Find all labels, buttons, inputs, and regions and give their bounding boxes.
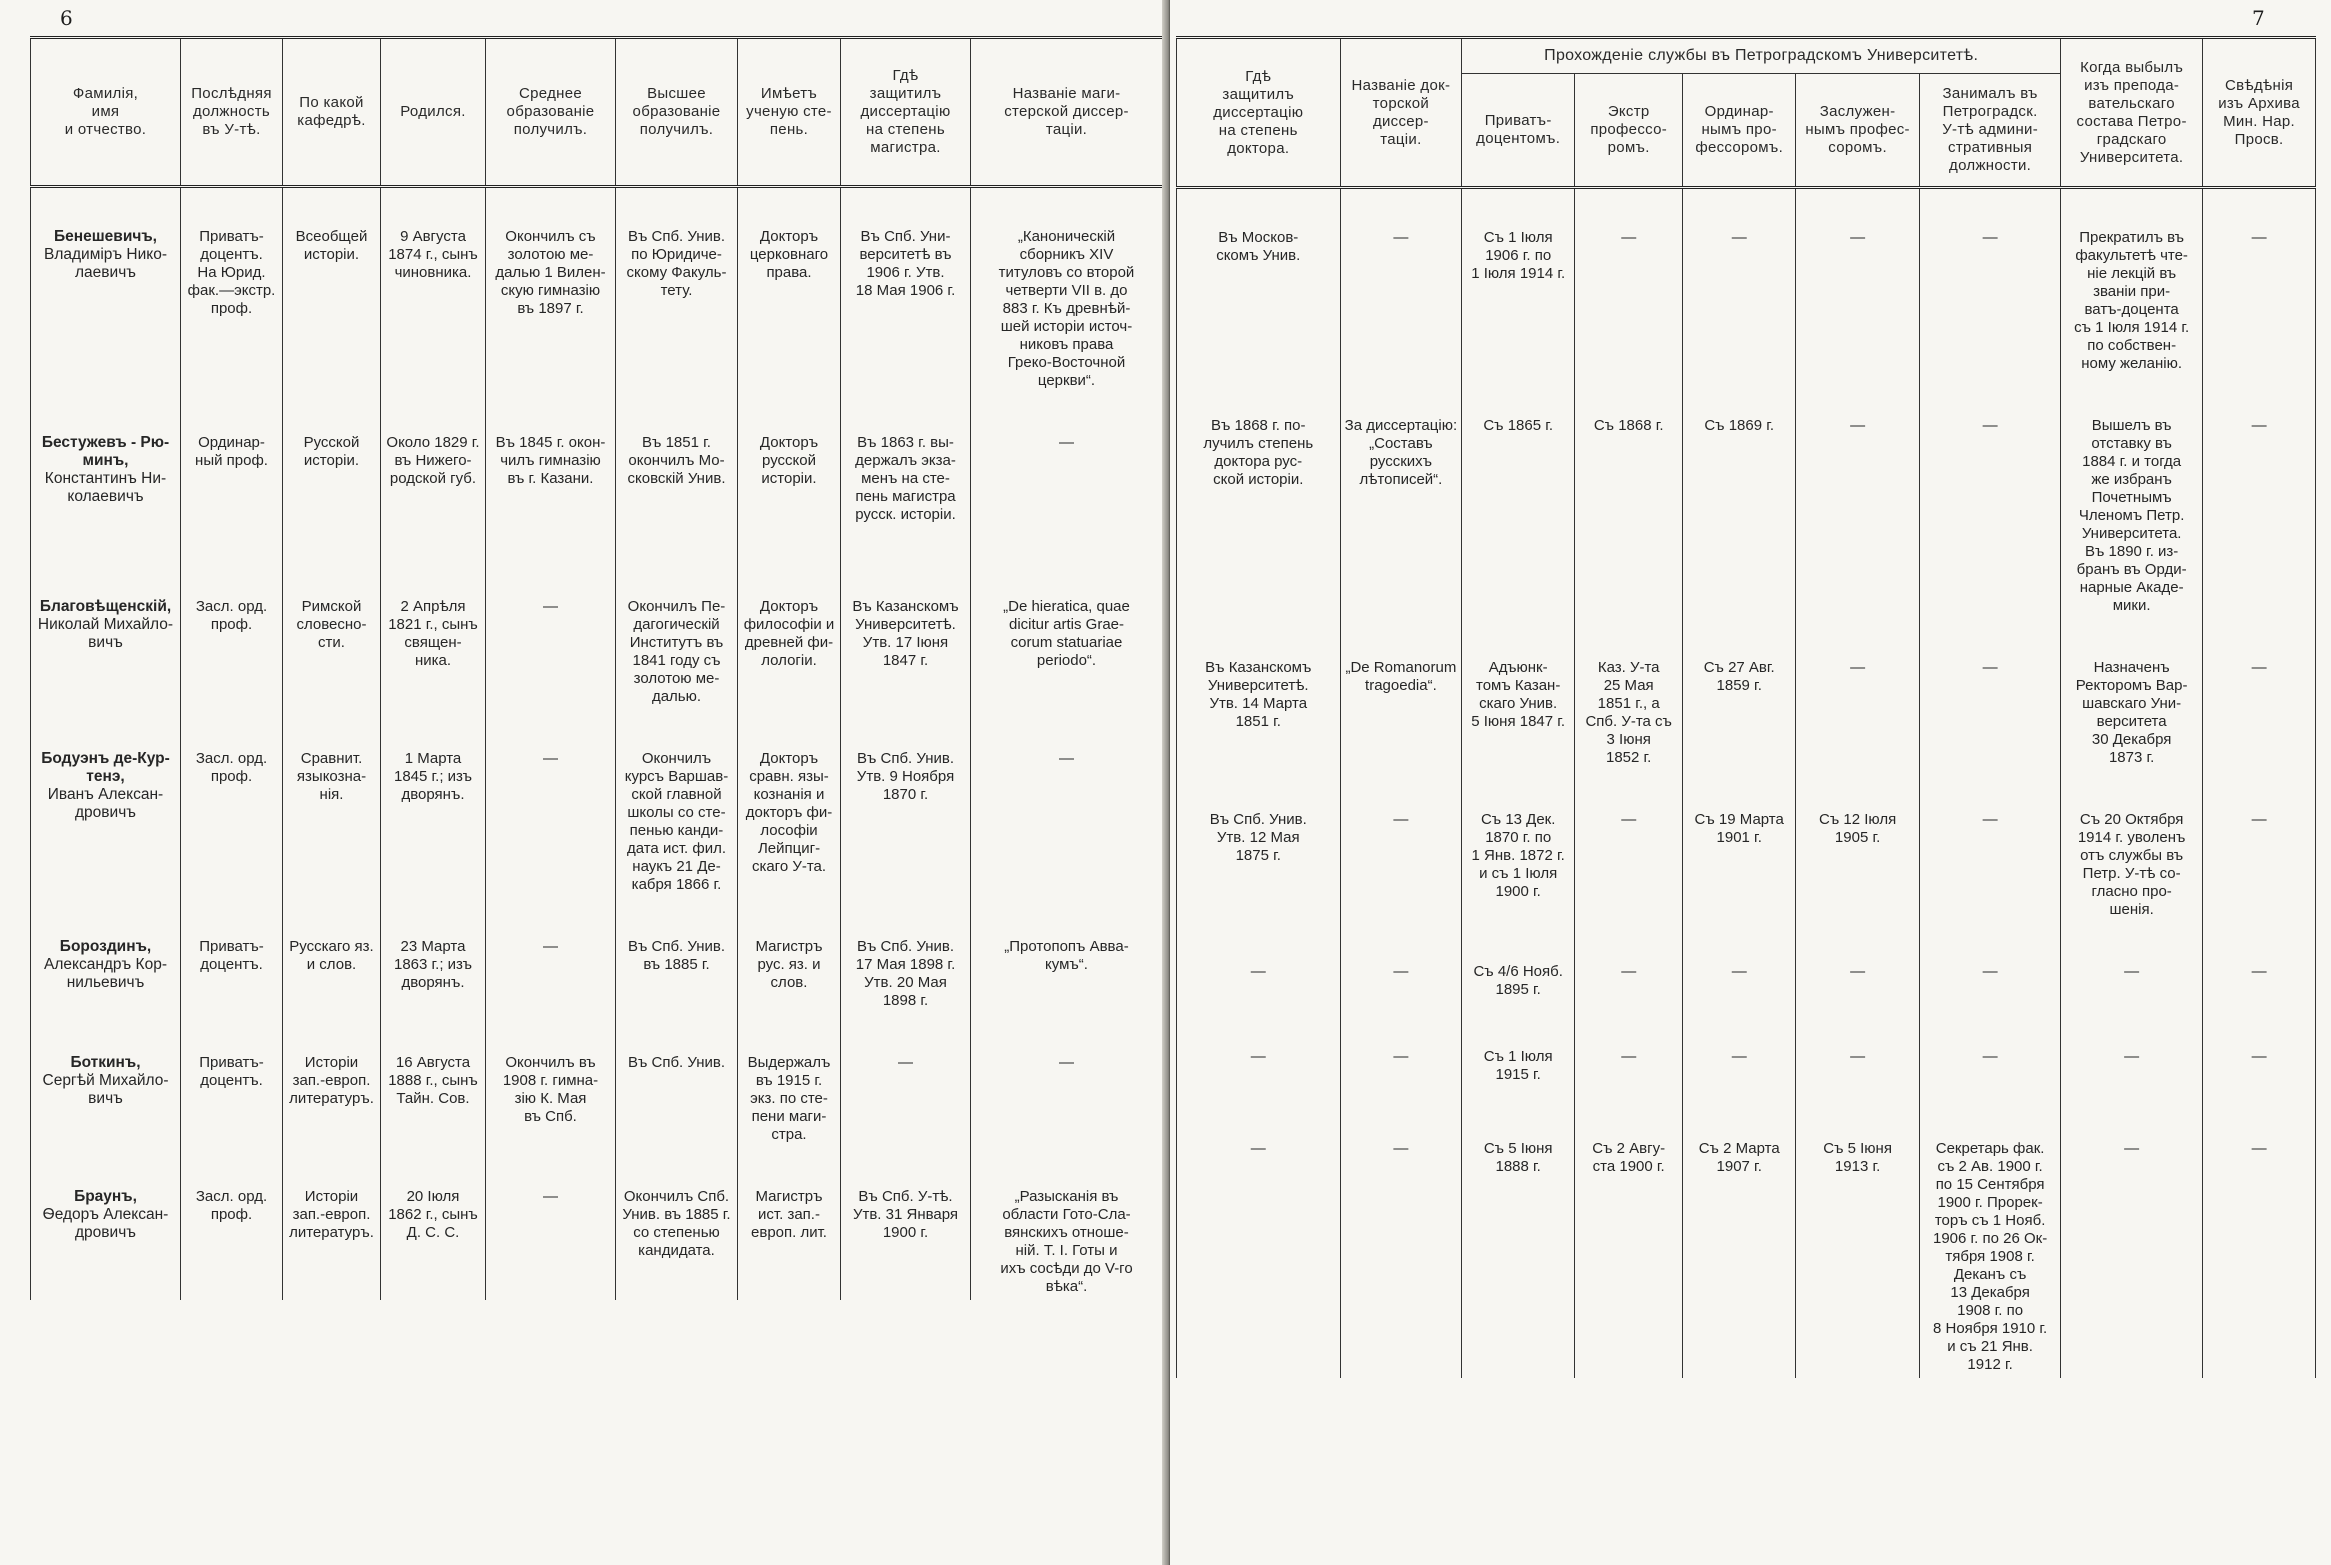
cell-degree: Магистръ ист. зап.- европ. лит. (738, 1148, 841, 1300)
person-given-names: Ѳедоръ Алексан- дровичъ (42, 1206, 169, 1241)
cell-master-title: — (971, 710, 1163, 898)
cell-secondary: Окончилъ въ 1908 г. гимна- зію К. Мая въ Спб. (486, 1014, 616, 1148)
cell-higher: Окончилъ курсъ Варшав- ской главной школы со сте- пенью канди- дата ист. фил. наукъ 21 Де- кабря 1866 г. (616, 710, 738, 898)
cell-privatdozent: Съ 13 Дек. 1870 г. по 1 Янв. 1872 г. и съ 1 Іюля 1900 г. (1462, 771, 1575, 923)
cell-master-where: Въ 1863 г. вы- держалъ экза- менъ на сте- пень магистра русск. исторіи. (841, 394, 971, 558)
cell-born: Около 1829 г. въ Нижего- родской губ. (381, 394, 486, 558)
person-name-cell (31, 1148, 181, 1300)
cell-degree: Магистръ рус. яз. и слов. (738, 898, 841, 1014)
register-table-left (30, 36, 1163, 1300)
header-doctor-title: Названіе док- торской диссер- таціи. (1340, 38, 1462, 188)
header-position: Послѣдняя должность въ У-тѣ. (181, 38, 283, 187)
cell-master-title: „De hieratica, quae dicitur artis Grae- corum statuariae periodo“. (971, 558, 1163, 710)
cell-position: Засл. орд. проф. (181, 558, 283, 710)
cell-chair: Римской словесно- сти. (283, 558, 381, 710)
cell-left-when: Прекратилъ въ факультетѣ чте- ніе лекцій въ званіи при- ватъ-доцента съ 1 Іюля 1914 г. по собствен- ному желанію. (2061, 188, 2203, 378)
cell-born: 9 Августа 1874 г., сынъ чиновника. (381, 187, 486, 395)
cell-degree: Докторъ русской исторіи. (738, 394, 841, 558)
table-row (1177, 1008, 2316, 1100)
left-table-body (31, 187, 1163, 1301)
cell-archive: — (2203, 1100, 2316, 1378)
cell-left-when: — (2061, 923, 2203, 1008)
person-given-names: Владиміръ Нико- лаевичъ (43, 246, 167, 281)
cell-higher: Окончилъ Пе- дагогическій Институтъ въ 1841 году съ золотою ме- далью. (616, 558, 738, 710)
cell-master-where: Въ Спб. Унив. Утв. 9 Ноября 1870 г. (841, 710, 971, 898)
table-row (31, 898, 1163, 1014)
cell-master-where: Въ Спб. Унив. 17 Мая 1898 г. Утв. 20 Мая 1898 г. (841, 898, 971, 1014)
header-service-group: Прохожденіе службы въ Петроградскомъ Университетѣ. (1462, 38, 2061, 74)
cell-merited-prof: — (1796, 377, 1920, 619)
cell-doctor-title: — (1340, 771, 1462, 923)
header-merited-professor: Заслужен- нымъ профес- соромъ. (1796, 74, 1920, 188)
cell-born: 16 Августа 1888 г., сынъ Тайн. Сов. (381, 1014, 486, 1148)
cell-master-title: — (971, 1014, 1163, 1148)
header-admin-positions: Занималъ въ Петроградск. У-тѣ админи- стративныя должности. (1920, 74, 2061, 188)
cell-extra-prof: Каз. У-та 25 Мая 1851 г., а Спб. У-та съ 3 Іюня 1852 г. (1575, 619, 1683, 771)
cell-degree: Докторъ философіи и древней фи- лологіи. (738, 558, 841, 710)
cell-ord-prof: Съ 27 Авг. 1859 г. (1683, 619, 1796, 771)
cell-archive: — (2203, 1008, 2316, 1100)
person-name-cell (31, 710, 181, 898)
cell-doctor-where: Въ Москов- скомъ Унив. (1177, 188, 1341, 378)
cell-higher: Въ Спб. Унив. по Юридиче- скому Факуль- тету. (616, 187, 738, 395)
cell-position: Засл. орд. проф. (181, 710, 283, 898)
person-name-cell (31, 1014, 181, 1148)
cell-master-where: Въ Спб. У-тѣ. Утв. 31 Января 1900 г. (841, 1148, 971, 1300)
cell-archive: — (2203, 188, 2316, 378)
cell-admin: — (1920, 771, 2061, 923)
cell-ord-prof: Съ 19 Марта 1901 г. (1683, 771, 1796, 923)
table-row (31, 710, 1163, 898)
cell-secondary: Въ 1845 г. окон- чилъ гимназію въ г. Казани. (486, 394, 616, 558)
cell-doctor-where: Въ Казанскомъ Университетѣ. Утв. 14 Марта 1851 г. (1177, 619, 1341, 771)
cell-master-title: „Разысканія въ области Гото-Сла- вянскихъ отноше- ній. Т. І. Готы и ихъ сосѣди до V-го вѣка“. (971, 1148, 1163, 1300)
header-ordinary-professor: Ординар- нымъ про- фессоромъ. (1683, 74, 1796, 188)
cell-degree: Докторъ сравн. язы- кознанія и докторъ фи- лософіи Лейпциг- скаго У-та. (738, 710, 841, 898)
cell-higher: Окончилъ Спб. Унив. въ 1885 г. со степенью кандидата. (616, 1148, 738, 1300)
cell-extra-prof: — (1575, 188, 1683, 378)
cell-master-where: Въ Спб. Уни- верситетѣ въ 1906 г. Утв. 18 Мая 1906 г. (841, 187, 971, 395)
person-given-names: Иванъ Алексан- дровичъ (47, 786, 164, 821)
person-given-names: Константинъ Ни- колаевичъ (44, 470, 167, 505)
header-master-where: Гдѣ защитилъ диссертацію на степень магистра. (841, 38, 971, 187)
cell-left-when: Назначенъ Ректоромъ Вар- шавскаго Уни- верситета 30 Декабря 1873 г. (2061, 619, 2203, 771)
cell-doctor-title: „De Romanorum tragoedia“. (1340, 619, 1462, 771)
table-row (1177, 377, 2316, 619)
cell-degree: Выдержалъ въ 1915 г. экз. по сте- пени маги- стра. (738, 1014, 841, 1148)
cell-master-title: — (971, 394, 1163, 558)
cell-archive: — (2203, 923, 2316, 1008)
cell-position: Засл. орд. проф. (181, 1148, 283, 1300)
cell-merited-prof: — (1796, 188, 1920, 378)
header-extra-professor: Экстр профессо- ромъ. (1575, 74, 1683, 188)
table-row (1177, 771, 2316, 923)
person-name-cell (31, 394, 181, 558)
table-row (1177, 923, 2316, 1008)
right-table-body (1177, 188, 2316, 1379)
header-secondary-education: Среднее образованіе получилъ. (486, 38, 616, 187)
cell-merited-prof: Съ 5 Іюня 1913 г. (1796, 1100, 1920, 1378)
cell-master-where: — (841, 1014, 971, 1148)
table-row (31, 1014, 1163, 1148)
cell-chair: Всеобщей исторіи. (283, 187, 381, 395)
cell-privatdozent: Съ 1 Іюля 1915 г. (1462, 1008, 1575, 1100)
page-number-right: 7 (2252, 6, 2265, 30)
cell-doctor-where: — (1177, 1008, 1341, 1100)
page-number-left: 6 (60, 6, 73, 30)
cell-admin: Секретарь фак. съ 2 Ав. 1900 г. по 15 Сентября 1900 г. Прорек- торъ съ 1 Нояб. 1906 г. по 26 Ок- тября 1908 г. Деканъ съ 13 Декабря 1908 г. по 8 Ноября 1910 г. и съ 21 Янв. 1912 г. (1920, 1100, 2061, 1378)
cell-secondary: — (486, 1148, 616, 1300)
header-higher-education: Высшее образованіе получилъ. (616, 38, 738, 187)
cell-archive: — (2203, 771, 2316, 923)
header-doctor-where: Гдѣ защитилъ диссертацію на степень доктора. (1177, 38, 1341, 188)
header-born: Родился. (381, 38, 486, 187)
cell-born: 2 Апрѣля 1821 г., сынъ священ- ника. (381, 558, 486, 710)
cell-doctor-title: — (1340, 1008, 1462, 1100)
person-name-cell (31, 898, 181, 1014)
header-name: Фамилія, имя и отчество. (31, 38, 181, 187)
cell-position: Приватъ- доцентъ. На Юрид. фак.—экстр. проф. (181, 187, 283, 395)
header-privatdozent: Приватъ- доцентомъ. (1462, 74, 1575, 188)
person-given-names: Сергѣй Михайло- вичъ (42, 1072, 169, 1107)
table-row (31, 394, 1163, 558)
person-surname: Бенешевичъ, (54, 228, 157, 245)
cell-born: 20 Іюля 1862 г., сынъ Д. С. С. (381, 1148, 486, 1300)
right-page (1170, 0, 2331, 1565)
cell-merited-prof: — (1796, 923, 1920, 1008)
cell-position: Приватъ- доцентъ. (181, 1014, 283, 1148)
cell-privatdozent: Съ 5 Іюня 1888 г. (1462, 1100, 1575, 1378)
cell-doctor-where: — (1177, 1100, 1341, 1378)
person-surname: Бодуэнъ де-Кур- тенэ, (41, 750, 170, 785)
right-header-row (1177, 38, 2316, 74)
header-degree: Имѣетъ ученую сте- пень. (738, 38, 841, 187)
left-header-row (31, 38, 1163, 187)
cell-admin: — (1920, 923, 2061, 1008)
cell-merited-prof: Съ 12 Іюля 1905 г. (1796, 771, 1920, 923)
cell-secondary: Окончилъ съ золотою ме- далью 1 Вилен- скую гимназію въ 1897 г. (486, 187, 616, 395)
cell-merited-prof: — (1796, 1008, 1920, 1100)
cell-admin: — (1920, 377, 2061, 619)
cell-secondary: — (486, 710, 616, 898)
cell-chair: Русскаго яз. и слов. (283, 898, 381, 1014)
cell-chair: Сравнит. языкозна- нія. (283, 710, 381, 898)
cell-secondary: — (486, 558, 616, 710)
cell-position: Приватъ- доцентъ. (181, 898, 283, 1014)
cell-ord-prof: — (1683, 923, 1796, 1008)
person-name-cell (31, 187, 181, 395)
cell-ord-prof: Съ 1869 г. (1683, 377, 1796, 619)
cell-degree: Докторъ церковнаго права. (738, 187, 841, 395)
cell-archive: — (2203, 377, 2316, 619)
cell-extra-prof: — (1575, 771, 1683, 923)
header-archive: Свѣдѣнія изъ Архива Мин. Нар. Просв. (2203, 38, 2316, 188)
cell-extra-prof: Съ 2 Авгу- ста 1900 г. (1575, 1100, 1683, 1378)
person-surname: Бороздинъ, (59, 938, 152, 955)
table-row (31, 187, 1163, 395)
cell-chair: Исторіи зап.-европ. литературъ. (283, 1148, 381, 1300)
cell-merited-prof: — (1796, 619, 1920, 771)
table-row (31, 1148, 1163, 1300)
cell-higher: Въ Спб. Унив. въ 1885 г. (616, 898, 738, 1014)
person-surname: Браунъ, (74, 1188, 137, 1205)
person-surname: Боткинъ, (70, 1054, 141, 1071)
cell-higher: Въ Спб. Унив. (616, 1014, 738, 1148)
header-left-when: Когда выбылъ изъ препода- вательскаго состава Петро- градскаго Университета. (2061, 38, 2203, 188)
cell-left-when: Съ 20 Октября 1914 г. уволенъ отъ службы въ Петр. У-тѣ со- гласно про- шенія. (2061, 771, 2203, 923)
cell-ord-prof: — (1683, 1008, 1796, 1100)
register-table-right (1176, 36, 2316, 1378)
cell-doctor-where: — (1177, 923, 1341, 1008)
cell-position: Ординар- ный проф. (181, 394, 283, 558)
person-surname: Благовѣщенскій, (39, 598, 172, 615)
cell-ord-prof: — (1683, 188, 1796, 378)
cell-left-when: Вышелъ въ отставку въ 1884 г. и тогда же избранъ Почетнымъ Членомъ Петр. Университета. Въ 1890 г. из- бранъ въ Орди- нарные Акаде- мики. (2061, 377, 2203, 619)
cell-master-title: „Каноническій сборникъ XIV титуловъ со второй четверти VII в. до 883 г. Къ древнѣй- шей исторіи источ- никовъ права Греко-Восточной церкви“. (971, 187, 1163, 395)
cell-extra-prof: — (1575, 1008, 1683, 1100)
cell-master-title: „Протопопъ Авва- кумъ“. (971, 898, 1163, 1014)
cell-born: 1 Марта 1845 г.; изъ дворянъ. (381, 710, 486, 898)
cell-doctor-where: Въ 1868 г. по- лучилъ степень доктора рус- ской исторіи. (1177, 377, 1341, 619)
cell-extra-prof: — (1575, 923, 1683, 1008)
cell-privatdozent: Съ 4/6 Нояб. 1895 г. (1462, 923, 1575, 1008)
person-name-cell (31, 558, 181, 710)
cell-extra-prof: Съ 1868 г. (1575, 377, 1683, 619)
cell-doctor-title: За диссертацію: „Составъ русскихъ лѣтописей“. (1340, 377, 1462, 619)
cell-admin: — (1920, 619, 2061, 771)
cell-doctor-title: — (1340, 188, 1462, 378)
cell-doctor-title: — (1340, 923, 1462, 1008)
cell-ord-prof: Съ 2 Марта 1907 г. (1683, 1100, 1796, 1378)
cell-privatdozent: Съ 1865 г. (1462, 377, 1575, 619)
cell-chair: Исторіи зап.-европ. литературъ. (283, 1014, 381, 1148)
table-row (1177, 188, 2316, 378)
cell-doctor-title: — (1340, 1100, 1462, 1378)
cell-secondary: — (486, 898, 616, 1014)
cell-left-when: — (2061, 1100, 2203, 1378)
cell-higher: Въ 1851 г. окончилъ Мо- сковскій Унив. (616, 394, 738, 558)
person-surname: Бестужевъ - Рю- минъ, (41, 434, 170, 469)
cell-chair: Русской исторіи. (283, 394, 381, 558)
table-row (31, 558, 1163, 710)
cell-doctor-where: Въ Спб. Унив. Утв. 12 Мая 1875 г. (1177, 771, 1341, 923)
person-given-names: Александръ Кор- нильевичъ (44, 956, 167, 991)
person-given-names: Николай Михайло- вичъ (37, 616, 174, 651)
header-master-title: Названіе маги- стерской диссер- таціи. (971, 38, 1163, 187)
cell-archive: — (2203, 619, 2316, 771)
cell-admin: — (1920, 188, 2061, 378)
cell-left-when: — (2061, 1008, 2203, 1100)
header-chair: По какой кафедрѣ. (283, 38, 381, 187)
cell-privatdozent: Адъюнк- томъ Казан- скаго Унив. 5 Іюня 1847 г. (1462, 619, 1575, 771)
cell-born: 23 Марта 1863 г.; изъ дворянъ. (381, 898, 486, 1014)
cell-privatdozent: Съ 1 Іюля 1906 г. по 1 Іюля 1914 г. (1462, 188, 1575, 378)
cell-admin: — (1920, 1008, 2061, 1100)
table-row (1177, 619, 2316, 771)
cell-master-where: Въ Казанскомъ Университетѣ. Утв. 17 Іюня 1847 г. (841, 558, 971, 710)
table-row (1177, 1100, 2316, 1378)
